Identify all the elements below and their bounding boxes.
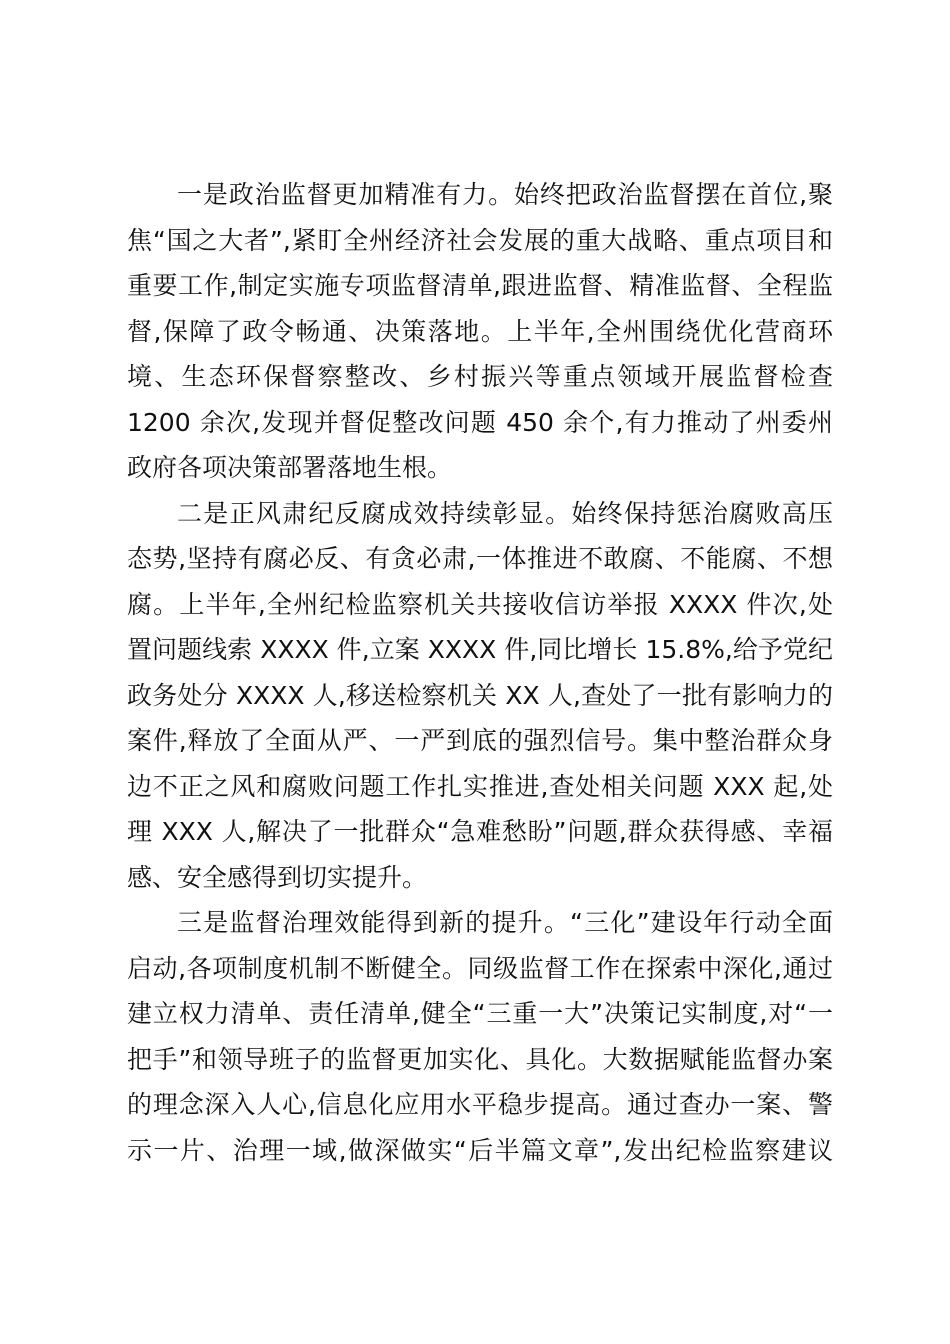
text-line: 境、生态环保督察整改、乡村振兴等重点领域开展监督检查 (127, 362, 833, 391)
text-line: 的理念深入人心,信息化应用水平稳步提高。通过查办一案、警 (127, 1090, 833, 1119)
text-line: 案件,释放了全面从严、一严到底的强烈信号。集中整治群众身 (127, 726, 833, 755)
text-line: 督,保障了政令畅通、决策落地。上半年,全州围绕优化营商环 (127, 316, 833, 346)
paragraph-anti-corruption (127, 491, 833, 901)
text-line: 边不正之风和腐败问题工作扎实推进,查处相关问题 XXX 起,处 (127, 771, 833, 801)
text-line: 二是正风肃纪反腐成效持续彰显。始终保持惩治腐败高压 (177, 498, 833, 528)
text-line: 重要工作,制定实施专项监督清单,跟进监督、精准监督、全程监 (127, 271, 833, 300)
paragraph-supervision-governance (127, 900, 833, 1173)
text-line: 启动,各项制度机制不断健全。同级监督工作在探索中深化,通过 (127, 953, 833, 983)
paragraph-political-supervision (127, 172, 833, 491)
text-line: 态势,坚持有腐必反、有贪必肃,一体推进不敢腐、不能腐、不想 (127, 544, 833, 573)
text-line: 一是政治监督更加精准有力。始终把政治监督摆在首位,聚 (177, 180, 833, 209)
text-line: 示一片、治理一域,做深做实“后半篇文章”,发出纪检监察建议 (127, 1135, 833, 1165)
text-line: 三是监督治理效能得到新的提升。“三化”建设年行动全面 (177, 908, 833, 937)
text-line: 政务处分 XXXX 人,移送检察机关 XX 人,查处了一批有影响力的 (127, 680, 833, 710)
text-line: 建立权力清单、责任清单,健全“三重一大”决策记实制度,对“一 (127, 999, 833, 1028)
text-line: 腐。上半年,全州纪检监察机关共接收信访举报 XXXX 件次,处 (127, 589, 833, 619)
text-line: 政府各项决策部署落地生根。 (127, 453, 453, 482)
text-line: 1200 余次,发现并督促整改问题 450 余个,有力推动了州委州 (127, 407, 833, 437)
text-line: 焦“国之大者”,紧盯全州经济社会发展的重大战略、重点项目和 (127, 225, 833, 255)
text-line: 置问题线索 XXXX 件,立案 XXXX 件,同比增长 15.8%,给予党纪 (127, 635, 833, 664)
text-line: 把手”和领导班子的监督更加实化、具化。大数据赋能监督办案 (127, 1044, 833, 1074)
text-line: 理 XXX 人,解决了一批群众“急难愁盼”问题,群众获得感、幸福 (127, 817, 833, 846)
document-body (127, 172, 833, 1173)
text-line: 感、安全感得到切实提升。 (127, 862, 428, 892)
